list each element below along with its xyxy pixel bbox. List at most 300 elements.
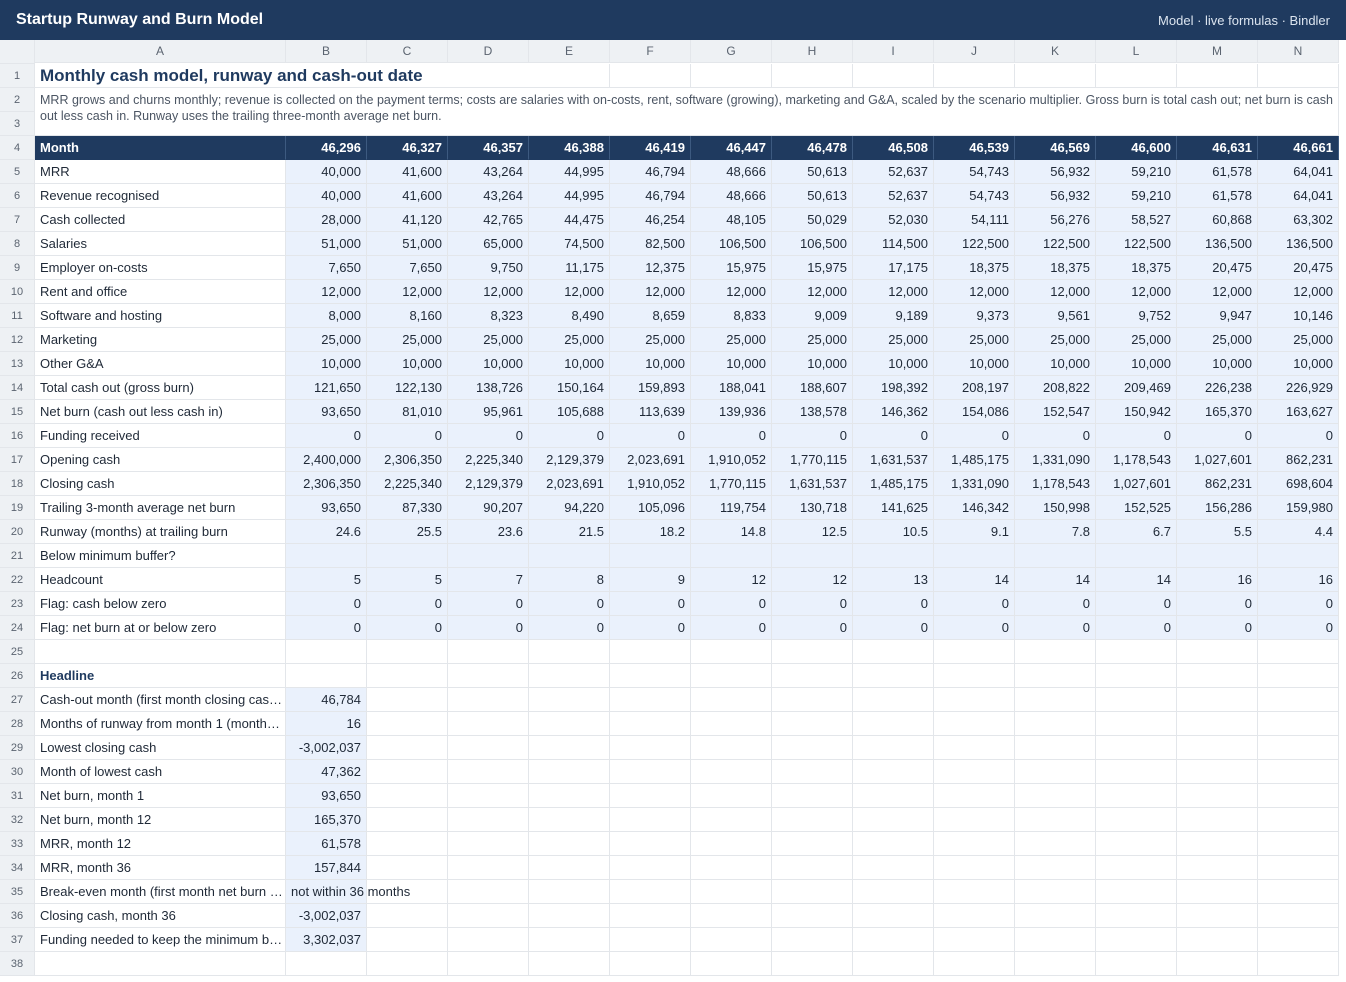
data-cell[interactable]: 10,000 bbox=[853, 352, 934, 376]
row-header-21[interactable]: 21 bbox=[0, 544, 35, 568]
empty-cell[interactable] bbox=[529, 808, 610, 832]
empty-cell[interactable] bbox=[1177, 832, 1258, 856]
data-cell[interactable]: 8,833 bbox=[691, 304, 772, 328]
empty-cell[interactable] bbox=[691, 712, 772, 736]
row-header-24[interactable]: 24 bbox=[0, 616, 35, 640]
empty-cell[interactable] bbox=[1015, 712, 1096, 736]
empty-cell[interactable] bbox=[610, 808, 691, 832]
empty-cell[interactable] bbox=[691, 688, 772, 712]
empty-cell[interactable] bbox=[529, 880, 610, 904]
data-cell[interactable]: 862,231 bbox=[1258, 448, 1339, 472]
data-cell[interactable]: 43,264 bbox=[448, 160, 529, 184]
row-header-15[interactable]: 15 bbox=[0, 400, 35, 424]
data-cell[interactable]: 64,041 bbox=[1258, 160, 1339, 184]
data-cell[interactable]: 10,000 bbox=[1015, 352, 1096, 376]
data-cell[interactable]: 41,600 bbox=[367, 184, 448, 208]
data-cell[interactable]: 42,765 bbox=[448, 208, 529, 232]
empty-cell[interactable] bbox=[35, 640, 286, 664]
column-header-d[interactable]: D bbox=[448, 40, 529, 63]
data-cell[interactable]: 0 bbox=[772, 616, 853, 640]
data-cell[interactable]: 12,000 bbox=[934, 280, 1015, 304]
empty-cell[interactable] bbox=[35, 952, 286, 976]
empty-cell[interactable] bbox=[1258, 832, 1339, 856]
empty-cell[interactable] bbox=[691, 880, 772, 904]
row-header-13[interactable]: 13 bbox=[0, 352, 35, 376]
data-cell[interactable]: 56,276 bbox=[1015, 208, 1096, 232]
data-cell[interactable] bbox=[1258, 544, 1339, 568]
data-cell[interactable]: 0 bbox=[853, 424, 934, 448]
data-cell[interactable]: 2,225,340 bbox=[448, 448, 529, 472]
empty-cell[interactable] bbox=[610, 952, 691, 976]
data-cell[interactable]: 1,178,543 bbox=[1015, 472, 1096, 496]
empty-cell[interactable] bbox=[934, 712, 1015, 736]
data-cell[interactable]: 7,650 bbox=[286, 256, 367, 280]
empty-cell[interactable] bbox=[1177, 856, 1258, 880]
empty-cell[interactable] bbox=[934, 664, 1015, 688]
data-cell[interactable]: 0 bbox=[853, 592, 934, 616]
empty-cell[interactable] bbox=[853, 928, 934, 952]
data-cell[interactable]: 2,023,691 bbox=[610, 448, 691, 472]
column-header-a[interactable]: A bbox=[35, 40, 286, 63]
empty-cell[interactable] bbox=[1177, 664, 1258, 688]
data-cell[interactable]: 5.5 bbox=[1177, 520, 1258, 544]
empty-cell[interactable] bbox=[448, 760, 529, 784]
row-header-28[interactable]: 28 bbox=[0, 712, 35, 736]
data-cell[interactable] bbox=[610, 544, 691, 568]
data-cell[interactable]: 18.2 bbox=[610, 520, 691, 544]
data-cell[interactable]: 159,980 bbox=[1258, 496, 1339, 520]
headline-value[interactable]: 46,784 bbox=[286, 688, 367, 712]
empty-cell[interactable] bbox=[934, 928, 1015, 952]
empty-cell[interactable] bbox=[610, 640, 691, 664]
data-cell[interactable]: 25,000 bbox=[1177, 328, 1258, 352]
select-all-corner[interactable] bbox=[0, 40, 35, 64]
data-cell[interactable]: 23.6 bbox=[448, 520, 529, 544]
data-cell[interactable]: 12,000 bbox=[286, 280, 367, 304]
empty-cell[interactable] bbox=[853, 832, 934, 856]
data-cell[interactable]: 0 bbox=[772, 592, 853, 616]
empty-cell[interactable] bbox=[1258, 952, 1339, 976]
empty-cell[interactable] bbox=[367, 712, 448, 736]
empty-cell[interactable] bbox=[367, 664, 448, 688]
data-cell[interactable]: 10.5 bbox=[853, 520, 934, 544]
empty-cell[interactable] bbox=[934, 688, 1015, 712]
data-cell[interactable]: 10,000 bbox=[1258, 352, 1339, 376]
data-cell[interactable] bbox=[1015, 544, 1096, 568]
row-header-2[interactable]: 2 bbox=[0, 88, 35, 112]
empty-cell[interactable] bbox=[367, 640, 448, 664]
empty-cell[interactable] bbox=[529, 712, 610, 736]
data-cell[interactable]: 1,910,052 bbox=[691, 448, 772, 472]
empty-cell[interactable] bbox=[691, 736, 772, 760]
data-cell[interactable]: 188,041 bbox=[691, 376, 772, 400]
empty-cell[interactable] bbox=[448, 952, 529, 976]
data-cell[interactable]: 136,500 bbox=[1177, 232, 1258, 256]
empty-cell[interactable] bbox=[691, 904, 772, 928]
empty-cell[interactable] bbox=[934, 832, 1015, 856]
empty-cell[interactable] bbox=[286, 952, 367, 976]
data-cell[interactable]: 61,578 bbox=[1177, 160, 1258, 184]
data-cell[interactable]: 14 bbox=[1096, 568, 1177, 592]
row-header-6[interactable]: 6 bbox=[0, 184, 35, 208]
data-cell[interactable]: 10,000 bbox=[1177, 352, 1258, 376]
empty-cell[interactable] bbox=[529, 856, 610, 880]
data-cell[interactable]: 40,000 bbox=[286, 160, 367, 184]
data-cell[interactable]: 1,770,115 bbox=[772, 448, 853, 472]
data-cell[interactable]: 14.8 bbox=[691, 520, 772, 544]
row-header-9[interactable]: 9 bbox=[0, 256, 35, 280]
data-cell[interactable]: 122,500 bbox=[1015, 232, 1096, 256]
data-cell[interactable]: 121,650 bbox=[286, 376, 367, 400]
data-cell[interactable]: 14 bbox=[934, 568, 1015, 592]
data-cell[interactable]: 159,893 bbox=[610, 376, 691, 400]
data-cell[interactable]: 10,000 bbox=[934, 352, 1015, 376]
data-cell[interactable]: 2,306,350 bbox=[286, 472, 367, 496]
data-cell[interactable]: 59,210 bbox=[1096, 160, 1177, 184]
month-header-cell[interactable]: 46,478 bbox=[772, 136, 853, 160]
data-cell[interactable]: 46,254 bbox=[610, 208, 691, 232]
data-cell[interactable]: 60,868 bbox=[1177, 208, 1258, 232]
empty-cell[interactable] bbox=[610, 880, 691, 904]
row-header-20[interactable]: 20 bbox=[0, 520, 35, 544]
empty-cell[interactable] bbox=[1177, 688, 1258, 712]
data-cell[interactable]: 44,995 bbox=[529, 160, 610, 184]
data-cell[interactable]: 0 bbox=[367, 592, 448, 616]
empty-cell[interactable] bbox=[1177, 712, 1258, 736]
row-header-18[interactable]: 18 bbox=[0, 472, 35, 496]
empty-cell[interactable] bbox=[448, 640, 529, 664]
data-cell[interactable]: 82,500 bbox=[610, 232, 691, 256]
data-cell[interactable]: 25,000 bbox=[853, 328, 934, 352]
empty-cell[interactable] bbox=[610, 664, 691, 688]
data-cell[interactable]: 141,625 bbox=[853, 496, 934, 520]
data-cell[interactable]: 25.5 bbox=[367, 520, 448, 544]
empty-cell[interactable] bbox=[448, 880, 529, 904]
data-cell[interactable] bbox=[691, 544, 772, 568]
month-header-cell[interactable]: 46,357 bbox=[448, 136, 529, 160]
empty-cell[interactable] bbox=[691, 856, 772, 880]
empty-cell[interactable] bbox=[448, 688, 529, 712]
data-cell[interactable]: 7,650 bbox=[367, 256, 448, 280]
data-cell[interactable]: 16 bbox=[1177, 568, 1258, 592]
data-cell[interactable]: 44,995 bbox=[529, 184, 610, 208]
row-header-35[interactable]: 35 bbox=[0, 880, 35, 904]
data-cell[interactable]: 10,000 bbox=[448, 352, 529, 376]
empty-cell[interactable] bbox=[1096, 736, 1177, 760]
data-cell[interactable]: 63,302 bbox=[1258, 208, 1339, 232]
data-cell[interactable] bbox=[934, 544, 1015, 568]
data-cell[interactable]: 150,998 bbox=[1015, 496, 1096, 520]
data-cell[interactable]: 52,637 bbox=[853, 184, 934, 208]
row-header-23[interactable]: 23 bbox=[0, 592, 35, 616]
data-cell[interactable]: 208,822 bbox=[1015, 376, 1096, 400]
empty-cell[interactable] bbox=[367, 784, 448, 808]
empty-cell[interactable] bbox=[853, 736, 934, 760]
data-cell[interactable]: 81,010 bbox=[367, 400, 448, 424]
empty-cell[interactable] bbox=[367, 952, 448, 976]
cell[interactable] bbox=[1096, 64, 1177, 88]
row-header-36[interactable]: 36 bbox=[0, 904, 35, 928]
empty-cell[interactable] bbox=[1258, 856, 1339, 880]
data-cell[interactable]: 25,000 bbox=[1015, 328, 1096, 352]
cell[interactable] bbox=[610, 64, 691, 88]
data-cell[interactable]: 12.5 bbox=[772, 520, 853, 544]
empty-cell[interactable] bbox=[1096, 664, 1177, 688]
data-cell[interactable] bbox=[1096, 544, 1177, 568]
data-cell[interactable]: 6.7 bbox=[1096, 520, 1177, 544]
cell[interactable] bbox=[934, 64, 1015, 88]
empty-cell[interactable] bbox=[1015, 880, 1096, 904]
column-header-j[interactable]: J bbox=[934, 40, 1015, 63]
data-cell[interactable]: 10,000 bbox=[286, 352, 367, 376]
empty-cell[interactable] bbox=[772, 808, 853, 832]
data-cell[interactable]: 0 bbox=[610, 424, 691, 448]
empty-cell[interactable] bbox=[529, 952, 610, 976]
row-header-25[interactable]: 25 bbox=[0, 640, 35, 664]
cell[interactable] bbox=[1258, 64, 1339, 88]
data-cell[interactable]: 12,000 bbox=[367, 280, 448, 304]
data-cell[interactable]: 0 bbox=[529, 616, 610, 640]
empty-cell[interactable] bbox=[853, 784, 934, 808]
data-cell[interactable]: 20,475 bbox=[1177, 256, 1258, 280]
data-cell[interactable]: 17,175 bbox=[853, 256, 934, 280]
data-cell[interactable]: 0 bbox=[1015, 592, 1096, 616]
headline-value[interactable]: 93,650 bbox=[286, 784, 367, 808]
data-cell[interactable] bbox=[1177, 544, 1258, 568]
month-header-cell[interactable]: 46,569 bbox=[1015, 136, 1096, 160]
data-cell[interactable]: 152,547 bbox=[1015, 400, 1096, 424]
empty-cell[interactable] bbox=[1096, 952, 1177, 976]
data-cell[interactable]: 12,000 bbox=[1096, 280, 1177, 304]
data-cell[interactable]: 0 bbox=[1177, 424, 1258, 448]
empty-cell[interactable] bbox=[772, 760, 853, 784]
headline-value[interactable]: not within 36 months bbox=[286, 880, 367, 904]
data-cell[interactable]: 28,000 bbox=[286, 208, 367, 232]
row-header-16[interactable]: 16 bbox=[0, 424, 35, 448]
data-cell[interactable]: 154,086 bbox=[934, 400, 1015, 424]
empty-cell[interactable] bbox=[448, 784, 529, 808]
data-cell[interactable]: 0 bbox=[1096, 616, 1177, 640]
data-cell[interactable]: 48,666 bbox=[691, 160, 772, 184]
data-cell[interactable]: 0 bbox=[1258, 424, 1339, 448]
data-cell[interactable]: 25,000 bbox=[529, 328, 610, 352]
data-cell[interactable]: 25,000 bbox=[1258, 328, 1339, 352]
empty-cell[interactable] bbox=[691, 784, 772, 808]
empty-cell[interactable] bbox=[772, 688, 853, 712]
month-header-cell[interactable]: 46,327 bbox=[367, 136, 448, 160]
data-cell[interactable]: 0 bbox=[1258, 616, 1339, 640]
data-cell[interactable]: 25,000 bbox=[286, 328, 367, 352]
data-cell[interactable]: 59,210 bbox=[1096, 184, 1177, 208]
empty-cell[interactable] bbox=[367, 736, 448, 760]
data-cell[interactable]: 226,929 bbox=[1258, 376, 1339, 400]
row-header-27[interactable]: 27 bbox=[0, 688, 35, 712]
empty-cell[interactable] bbox=[1015, 664, 1096, 688]
empty-cell[interactable] bbox=[529, 688, 610, 712]
data-cell[interactable]: 226,238 bbox=[1177, 376, 1258, 400]
data-cell[interactable]: 51,000 bbox=[367, 232, 448, 256]
row-header-5[interactable]: 5 bbox=[0, 160, 35, 184]
data-cell[interactable]: 12,000 bbox=[1177, 280, 1258, 304]
data-cell[interactable]: 9,373 bbox=[934, 304, 1015, 328]
data-cell[interactable]: 56,932 bbox=[1015, 184, 1096, 208]
data-cell[interactable]: 8,160 bbox=[367, 304, 448, 328]
data-cell[interactable]: 25,000 bbox=[448, 328, 529, 352]
data-cell[interactable]: 122,500 bbox=[1096, 232, 1177, 256]
empty-cell[interactable] bbox=[1015, 856, 1096, 880]
empty-cell[interactable] bbox=[934, 856, 1015, 880]
empty-cell[interactable] bbox=[1096, 784, 1177, 808]
headline-value[interactable]: 16 bbox=[286, 712, 367, 736]
row-header-37[interactable]: 37 bbox=[0, 928, 35, 952]
data-cell[interactable]: 25,000 bbox=[691, 328, 772, 352]
empty-cell[interactable] bbox=[853, 904, 934, 928]
data-cell[interactable]: 50,613 bbox=[772, 184, 853, 208]
month-header-cell[interactable]: 46,631 bbox=[1177, 136, 1258, 160]
empty-cell[interactable] bbox=[286, 664, 367, 688]
data-cell[interactable]: 16 bbox=[1258, 568, 1339, 592]
column-header-n[interactable]: N bbox=[1258, 40, 1339, 63]
data-cell[interactable]: 12 bbox=[691, 568, 772, 592]
headline-value[interactable]: 165,370 bbox=[286, 808, 367, 832]
headline-value[interactable]: -3,002,037 bbox=[286, 904, 367, 928]
empty-cell[interactable] bbox=[1258, 928, 1339, 952]
data-cell[interactable]: 64,041 bbox=[1258, 184, 1339, 208]
empty-cell[interactable] bbox=[853, 688, 934, 712]
cell[interactable] bbox=[691, 64, 772, 88]
data-cell[interactable]: 1,631,537 bbox=[772, 472, 853, 496]
empty-cell[interactable] bbox=[1096, 640, 1177, 664]
empty-cell[interactable] bbox=[448, 808, 529, 832]
column-header-h[interactable]: H bbox=[772, 40, 853, 63]
data-cell[interactable]: 9 bbox=[610, 568, 691, 592]
empty-cell[interactable] bbox=[1096, 880, 1177, 904]
empty-cell[interactable] bbox=[853, 712, 934, 736]
empty-cell[interactable] bbox=[772, 904, 853, 928]
data-cell[interactable]: 122,130 bbox=[367, 376, 448, 400]
empty-cell[interactable] bbox=[1177, 736, 1258, 760]
data-cell[interactable]: 163,627 bbox=[1258, 400, 1339, 424]
data-cell[interactable]: 15,975 bbox=[772, 256, 853, 280]
empty-cell[interactable] bbox=[1258, 784, 1339, 808]
empty-cell[interactable] bbox=[691, 808, 772, 832]
empty-cell[interactable] bbox=[853, 952, 934, 976]
data-cell[interactable]: 1,485,175 bbox=[853, 472, 934, 496]
data-cell[interactable]: 4.4 bbox=[1258, 520, 1339, 544]
empty-cell[interactable] bbox=[367, 688, 448, 712]
data-cell[interactable]: 54,743 bbox=[934, 184, 1015, 208]
cell[interactable] bbox=[1015, 64, 1096, 88]
empty-cell[interactable] bbox=[691, 760, 772, 784]
data-cell[interactable]: 8,659 bbox=[610, 304, 691, 328]
data-cell[interactable]: 8,000 bbox=[286, 304, 367, 328]
empty-cell[interactable] bbox=[610, 736, 691, 760]
empty-cell[interactable] bbox=[772, 736, 853, 760]
data-cell[interactable]: 51,000 bbox=[286, 232, 367, 256]
data-cell[interactable]: 65,000 bbox=[448, 232, 529, 256]
data-cell[interactable]: 152,525 bbox=[1096, 496, 1177, 520]
data-cell[interactable]: 10,000 bbox=[529, 352, 610, 376]
data-cell[interactable]: 0 bbox=[1015, 424, 1096, 448]
data-cell[interactable]: 18,375 bbox=[1096, 256, 1177, 280]
row-header-7[interactable]: 7 bbox=[0, 208, 35, 232]
empty-cell[interactable] bbox=[1258, 664, 1339, 688]
column-header-m[interactable]: M bbox=[1177, 40, 1258, 63]
empty-cell[interactable] bbox=[1096, 688, 1177, 712]
data-cell[interactable]: 9,750 bbox=[448, 256, 529, 280]
data-cell[interactable]: 43,264 bbox=[448, 184, 529, 208]
data-cell[interactable]: 12,000 bbox=[1015, 280, 1096, 304]
data-cell[interactable]: 11,175 bbox=[529, 256, 610, 280]
empty-cell[interactable] bbox=[529, 736, 610, 760]
row-header-26[interactable]: 26 bbox=[0, 664, 35, 688]
data-cell[interactable]: 50,029 bbox=[772, 208, 853, 232]
data-cell[interactable]: 1,027,601 bbox=[1177, 448, 1258, 472]
column-header-i[interactable]: I bbox=[853, 40, 934, 63]
empty-cell[interactable] bbox=[1015, 736, 1096, 760]
cell[interactable] bbox=[1177, 64, 1258, 88]
empty-cell[interactable] bbox=[1015, 808, 1096, 832]
data-cell[interactable]: 44,475 bbox=[529, 208, 610, 232]
empty-cell[interactable] bbox=[1096, 856, 1177, 880]
data-cell[interactable]: 0 bbox=[1258, 592, 1339, 616]
month-header-cell[interactable]: 46,419 bbox=[610, 136, 691, 160]
empty-cell[interactable] bbox=[610, 760, 691, 784]
data-cell[interactable]: 48,105 bbox=[691, 208, 772, 232]
data-cell[interactable]: 2,023,691 bbox=[529, 472, 610, 496]
data-cell[interactable]: 1,910,052 bbox=[610, 472, 691, 496]
empty-cell[interactable] bbox=[1096, 808, 1177, 832]
data-cell[interactable]: 61,578 bbox=[1177, 184, 1258, 208]
data-cell[interactable]: 105,688 bbox=[529, 400, 610, 424]
empty-cell[interactable] bbox=[691, 640, 772, 664]
month-header-cell[interactable]: 46,508 bbox=[853, 136, 934, 160]
data-cell[interactable]: 130,718 bbox=[772, 496, 853, 520]
empty-cell[interactable] bbox=[853, 640, 934, 664]
empty-cell[interactable] bbox=[1258, 688, 1339, 712]
empty-cell[interactable] bbox=[1258, 904, 1339, 928]
data-cell[interactable]: 0 bbox=[853, 616, 934, 640]
empty-cell[interactable] bbox=[934, 880, 1015, 904]
empty-cell[interactable] bbox=[853, 760, 934, 784]
row-header-12[interactable]: 12 bbox=[0, 328, 35, 352]
month-header-cell[interactable]: 46,661 bbox=[1258, 136, 1339, 160]
data-cell[interactable]: 21.5 bbox=[529, 520, 610, 544]
empty-cell[interactable] bbox=[691, 928, 772, 952]
data-cell[interactable]: 0 bbox=[367, 424, 448, 448]
empty-cell[interactable] bbox=[286, 640, 367, 664]
row-header-31[interactable]: 31 bbox=[0, 784, 35, 808]
data-cell[interactable]: 150,164 bbox=[529, 376, 610, 400]
data-cell[interactable]: 41,600 bbox=[367, 160, 448, 184]
data-cell[interactable]: 198,392 bbox=[853, 376, 934, 400]
data-cell[interactable]: 113,639 bbox=[610, 400, 691, 424]
row-header-1[interactable]: 1 bbox=[0, 64, 35, 88]
empty-cell[interactable] bbox=[610, 856, 691, 880]
data-cell[interactable]: 122,500 bbox=[934, 232, 1015, 256]
empty-cell[interactable] bbox=[1177, 904, 1258, 928]
empty-cell[interactable] bbox=[610, 832, 691, 856]
headline-value[interactable]: 61,578 bbox=[286, 832, 367, 856]
data-cell[interactable]: 9,947 bbox=[1177, 304, 1258, 328]
data-cell[interactable]: 25,000 bbox=[610, 328, 691, 352]
cell[interactable] bbox=[853, 64, 934, 88]
data-cell[interactable]: 0 bbox=[448, 592, 529, 616]
data-cell[interactable]: 106,500 bbox=[772, 232, 853, 256]
empty-cell[interactable] bbox=[1258, 760, 1339, 784]
data-cell[interactable]: 94,220 bbox=[529, 496, 610, 520]
data-cell[interactable]: 54,743 bbox=[934, 160, 1015, 184]
